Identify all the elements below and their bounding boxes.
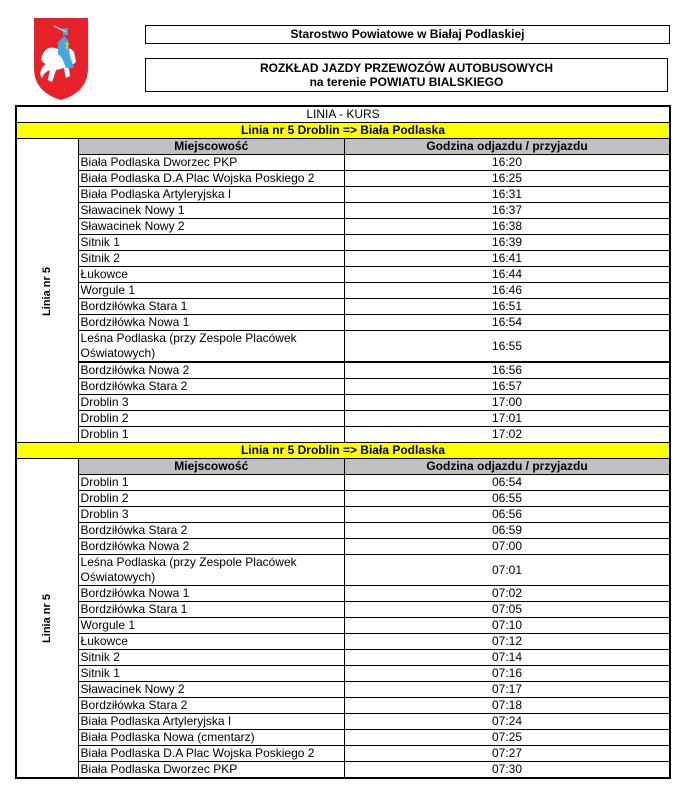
stop-time: 17:00 (345, 395, 671, 411)
stop-time: 16:37 (345, 203, 671, 219)
table-row (16, 539, 670, 555)
stop-time: 07:17 (345, 682, 671, 698)
table-row (16, 315, 670, 331)
stop-time: 07:18 (345, 698, 671, 714)
table-row (16, 362, 670, 379)
office-title (145, 25, 670, 44)
column-header-time: Godzina odjazdu / przyjazdu (345, 459, 671, 475)
stop-name: Droblin 3 (78, 395, 344, 411)
stop-name: Bordziłówka Nowa 1 (78, 586, 344, 602)
stop-name: Biała Podlaska D.A Plac Wojska Poskiego 2 (78, 171, 344, 187)
column-header-row (16, 139, 670, 155)
line-side-label (16, 139, 78, 443)
stop-time: 17:02 (345, 427, 671, 443)
stop-name: Bordziłówka Nowa 2 (78, 362, 344, 379)
stop-name: Biała Podlaska Nowa (cmentarz) (78, 730, 344, 746)
table-row (16, 491, 670, 507)
stop-time: 16:39 (345, 235, 671, 251)
stop-time: 07:12 (345, 634, 671, 650)
column-header-time: Godzina odjazdu / przyjazdu (345, 139, 671, 155)
stop-name: Droblin 1 (78, 427, 344, 443)
stop-name: Leśna Podlaska (przy Zespole Placówek Oświatowych) (78, 555, 344, 586)
table-row (16, 235, 670, 251)
line-side-label (16, 459, 78, 779)
stop-name: Biała Podlaska Artyleryjska I (78, 714, 344, 730)
column-header-place: Miejscowość (78, 459, 344, 475)
table-row (16, 523, 670, 539)
stop-time: 07:24 (345, 714, 671, 730)
stop-name: Bordziłówka Nowa 2 (78, 539, 344, 555)
linia-kurs-row (16, 106, 670, 123)
table-row (16, 746, 670, 762)
stop-name: Sitnik 1 (78, 235, 344, 251)
stop-name: Worgule 1 (78, 283, 344, 299)
stop-time: 06:54 (345, 475, 671, 491)
table-row (16, 618, 670, 634)
office-title-text: Starostwo Powiatowe w Białaj Podlaskiej (290, 27, 525, 41)
stop-name: Sitnik 2 (78, 251, 344, 267)
stop-time: 16:31 (345, 187, 671, 203)
stop-time: 06:56 (345, 507, 671, 523)
stop-time: 07:10 (345, 618, 671, 634)
route-title: Linia nr 5 Droblin => Biała Podlaska (16, 443, 670, 459)
stop-time: 06:55 (345, 491, 671, 507)
stop-name: Biała Podlaska Artyleryjska I (78, 187, 344, 203)
stop-name: Bordziłówka Stara 2 (78, 698, 344, 714)
stop-name: Sławacinek Nowy 1 (78, 203, 344, 219)
table-row (16, 602, 670, 618)
line-side-label-text: Linia nr 5 (40, 266, 53, 316)
table-row (16, 299, 670, 315)
stop-name: Sitnik 1 (78, 666, 344, 682)
stop-name: Sławacinek Nowy 2 (78, 219, 344, 235)
stop-name: Łukowce (78, 634, 344, 650)
table-row (16, 475, 670, 491)
stop-name: Droblin 3 (78, 507, 344, 523)
table-row (16, 219, 670, 235)
table-row (16, 267, 670, 283)
table-row (16, 666, 670, 682)
table-row (16, 555, 670, 586)
stop-time: 16:54 (345, 315, 671, 331)
stop-time: 07:14 (345, 650, 671, 666)
schedule-title-line2: na terenie POWIATU BIALSKIEGO (309, 75, 504, 89)
stop-time: 07:01 (345, 555, 671, 586)
stop-time: 07:00 (345, 539, 671, 555)
column-header-place: Miejscowość (78, 139, 344, 155)
table-row (16, 730, 670, 746)
table-row (16, 395, 670, 411)
stop-time: 07:27 (345, 746, 671, 762)
stop-time: 07:05 (345, 602, 671, 618)
stop-time: 16:56 (345, 362, 671, 379)
stop-time: 07:16 (345, 666, 671, 682)
route-title-row (16, 123, 670, 139)
stop-name: Droblin 2 (78, 411, 344, 427)
stop-time: 07:02 (345, 586, 671, 602)
stop-time: 16:38 (345, 219, 671, 235)
table-row (16, 283, 670, 299)
stop-time: 16:55 (345, 331, 671, 363)
stop-name: Łukowce (78, 267, 344, 283)
stop-time: 16:25 (345, 171, 671, 187)
table-row (16, 682, 670, 698)
schedule-title-line1: ROZKŁAD JAZDY PRZEWOZÓW AUTOBUSOWYCH (259, 61, 554, 75)
table-row (16, 155, 670, 171)
table-row (16, 251, 670, 267)
stop-name: Biała Podlaska Dworzec PKP (78, 762, 344, 779)
table-row (16, 634, 670, 650)
route-title-row (16, 443, 670, 459)
table-row (16, 698, 670, 714)
table-row (16, 379, 670, 395)
stop-time: 16:57 (345, 379, 671, 395)
stop-name: Droblin 1 (78, 475, 344, 491)
stop-name: Biała Podlaska D.A Plac Wojska Poskiego 2 (78, 746, 344, 762)
stop-time: 06:59 (345, 523, 671, 539)
stop-time: 16:44 (345, 267, 671, 283)
table-row (16, 586, 670, 602)
stop-time: 16:20 (345, 155, 671, 171)
table-row (16, 171, 670, 187)
stop-name: Worgule 1 (78, 618, 344, 634)
table-row (16, 507, 670, 523)
route-title: Linia nr 5 Droblin => Biała Podlaska (16, 123, 670, 139)
stop-name: Leśna Podlaska (przy Zespole Placówek Oświatowych) (78, 331, 344, 363)
stop-name: Biała Podlaska Dworzec PKP (78, 155, 344, 171)
stop-name: Bordziłówka Stara 2 (78, 379, 344, 395)
table-row (16, 650, 670, 666)
table-row (16, 714, 670, 730)
schedule-title (145, 58, 668, 92)
table-row (16, 187, 670, 203)
stop-name: Sławacinek Nowy 2 (78, 682, 344, 698)
stop-name: Bordziłówka Nowa 1 (78, 315, 344, 331)
table-row (16, 331, 670, 363)
stop-time: 16:51 (345, 299, 671, 315)
stop-time: 07:30 (345, 762, 671, 779)
table-row (16, 762, 670, 779)
stop-time: 16:41 (345, 251, 671, 267)
stop-name: Sitnik 2 (78, 650, 344, 666)
linia-kurs-header: LINIA - KURS (16, 106, 670, 123)
stop-time: 16:46 (345, 283, 671, 299)
coat-of-arms-icon (32, 16, 90, 102)
stop-time: 17:01 (345, 411, 671, 427)
table-row (16, 411, 670, 427)
table-row (16, 427, 670, 443)
stop-time: 07:25 (345, 730, 671, 746)
column-header-row (16, 459, 670, 475)
table-row (16, 203, 670, 219)
schedule-table (15, 105, 671, 779)
stop-name: Bordziłówka Stara 1 (78, 299, 344, 315)
stop-name: Bordziłówka Stara 2 (78, 523, 344, 539)
line-side-label-text: Linia nr 5 (40, 594, 53, 643)
stop-name: Bordziłówka Stara 1 (78, 602, 344, 618)
stop-name: Droblin 2 (78, 491, 344, 507)
